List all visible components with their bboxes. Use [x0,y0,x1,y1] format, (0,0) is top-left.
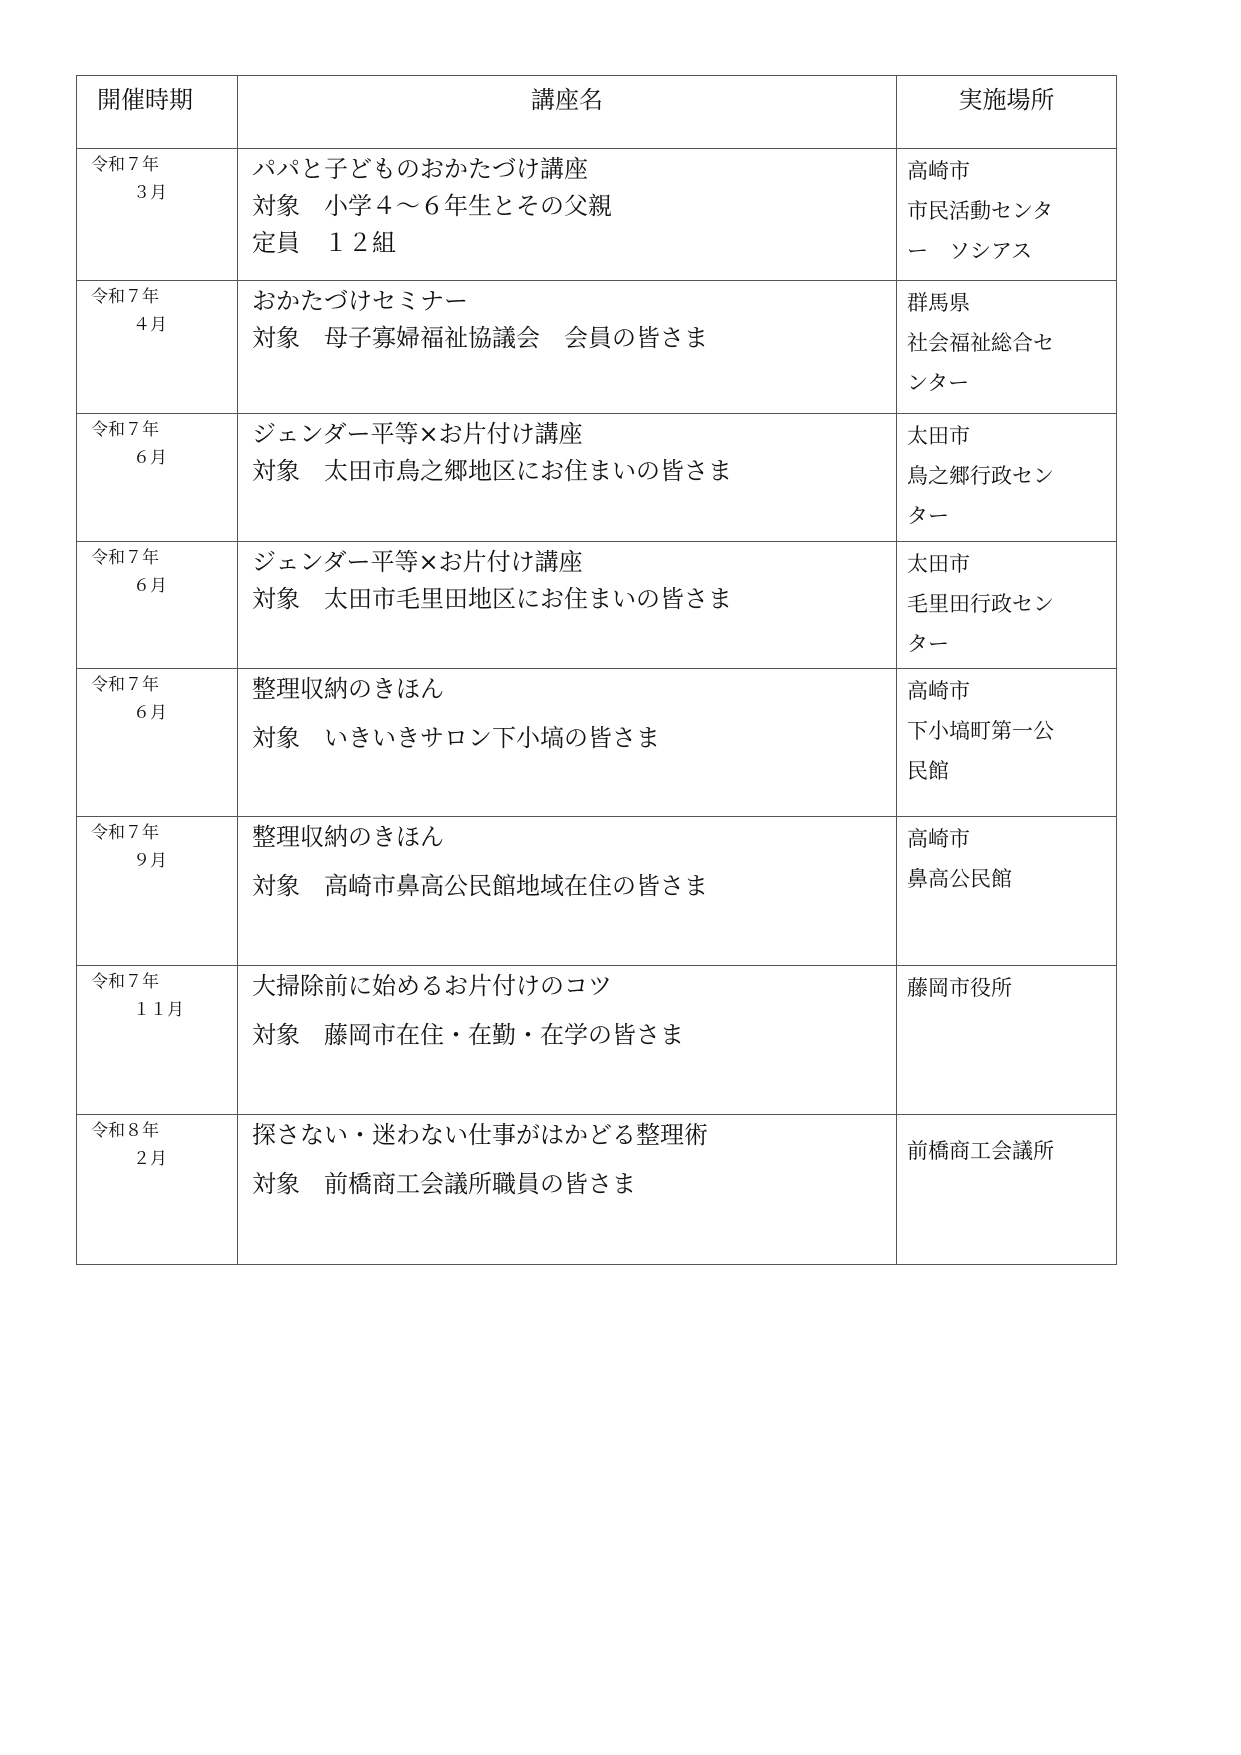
date-cell [77,542,238,669]
date-year: 令和８年 [91,1121,159,1141]
course-cell [238,542,897,669]
place-line: 群馬県 [907,291,970,315]
place-line: 毛里田行政セン [907,592,1054,616]
place-line: 太田市 [907,552,970,576]
date-year: 令和７年 [91,548,159,568]
place-line: 鳥之郷行政セン [907,464,1054,488]
date-month: ６月 [133,576,167,596]
table-row [77,966,1117,1115]
date-month: ３月 [133,183,167,203]
place-line: 藤岡市役所 [907,976,1012,1000]
header-date: 開催時期 [77,76,238,149]
course-line: 対象 太田市毛里田地区にお住まいの皆さま [252,585,732,613]
course-line: パパと子どものおかたづけ講座 [252,155,588,183]
course-line: おかたづけセミナー [252,287,468,315]
date-month: ９月 [133,851,167,871]
place-line: 高崎市 [907,679,970,703]
course-line: 整理収納のきほん [252,675,444,703]
place-line: ー ソシアス [907,239,1033,263]
course-cell [238,1115,897,1265]
place-cell [897,1115,1117,1265]
date-cell [77,281,238,414]
place-cell [897,817,1117,966]
place-line: 鼻高公民館 [907,867,1012,891]
course-line: 整理収納のきほん [252,823,444,851]
place-line: ター [907,504,949,528]
place-cell [897,149,1117,281]
table-row [77,414,1117,542]
date-year: 令和７年 [91,287,159,307]
place-line: 社会福祉総合セ [907,331,1054,355]
date-cell [77,669,238,817]
date-cell [77,1115,238,1265]
place-line: 前橋商工会議所 [907,1139,1054,1163]
place-line: 下小塙町第一公 [907,719,1054,743]
date-year: 令和７年 [91,972,159,992]
seminar-schedule-table [76,75,1117,1265]
course-line: 対象 小学４～６年生とその父親 [252,192,612,220]
date-year: 令和７年 [91,823,159,843]
place-line: ター [907,632,949,656]
date-year: 令和７年 [91,420,159,440]
table-row [77,669,1117,817]
date-cell [77,149,238,281]
course-cell [238,669,897,817]
course-line: 対象 いきいきサロン下小塙の皆さま [252,724,660,752]
place-line: ンター [907,371,970,395]
header-place: 実施場所 [897,76,1117,149]
course-line: 探さない・迷わない仕事がはかどる整理術 [252,1121,708,1149]
course-line: 定員 １２組 [252,229,396,257]
table-header-row [77,76,1117,149]
date-cell [77,817,238,966]
course-cell [238,414,897,542]
header-course: 講座名 [238,76,897,149]
date-month: ６月 [133,703,167,723]
date-cell [77,966,238,1115]
course-cell [238,966,897,1115]
place-cell [897,281,1117,414]
table-row [77,1115,1117,1265]
table-row [77,281,1117,414]
course-line: 対象 母子寡婦福祉協議会 会員の皆さま [252,324,708,352]
course-cell [238,149,897,281]
table-row [77,817,1117,966]
course-line: 対象 前橋商工会議所職員の皆さま [252,1170,636,1198]
course-cell [238,281,897,414]
date-month: ４月 [133,315,167,335]
date-year: 令和７年 [91,155,159,175]
course-line: 対象 藤岡市在住・在勤・在学の皆さま [252,1021,684,1049]
course-cell [238,817,897,966]
date-cell [77,414,238,542]
course-line: ジェンダー平等×お片付け講座 [252,420,583,448]
table-row [77,542,1117,669]
place-cell [897,669,1117,817]
course-line: ジェンダー平等×お片付け講座 [252,548,583,576]
date-month: ６月 [133,448,167,468]
place-line: 太田市 [907,424,970,448]
date-month: １１月 [133,1000,184,1020]
place-cell [897,542,1117,669]
place-line: 高崎市 [907,827,970,851]
table-row [77,149,1117,281]
course-line: 大掃除前に始めるお片付けのコツ [252,972,612,1000]
place-cell [897,414,1117,542]
place-line: 高崎市 [907,159,970,183]
place-line: 市民活動センタ [907,199,1054,223]
course-line: 対象 太田市鳥之郷地区にお住まいの皆さま [252,457,732,485]
place-line: 民館 [907,759,949,783]
date-month: ２月 [133,1149,167,1169]
course-line: 対象 高崎市鼻高公民館地域在住の皆さま [252,872,708,900]
date-year: 令和７年 [91,675,159,695]
place-cell [897,966,1117,1115]
